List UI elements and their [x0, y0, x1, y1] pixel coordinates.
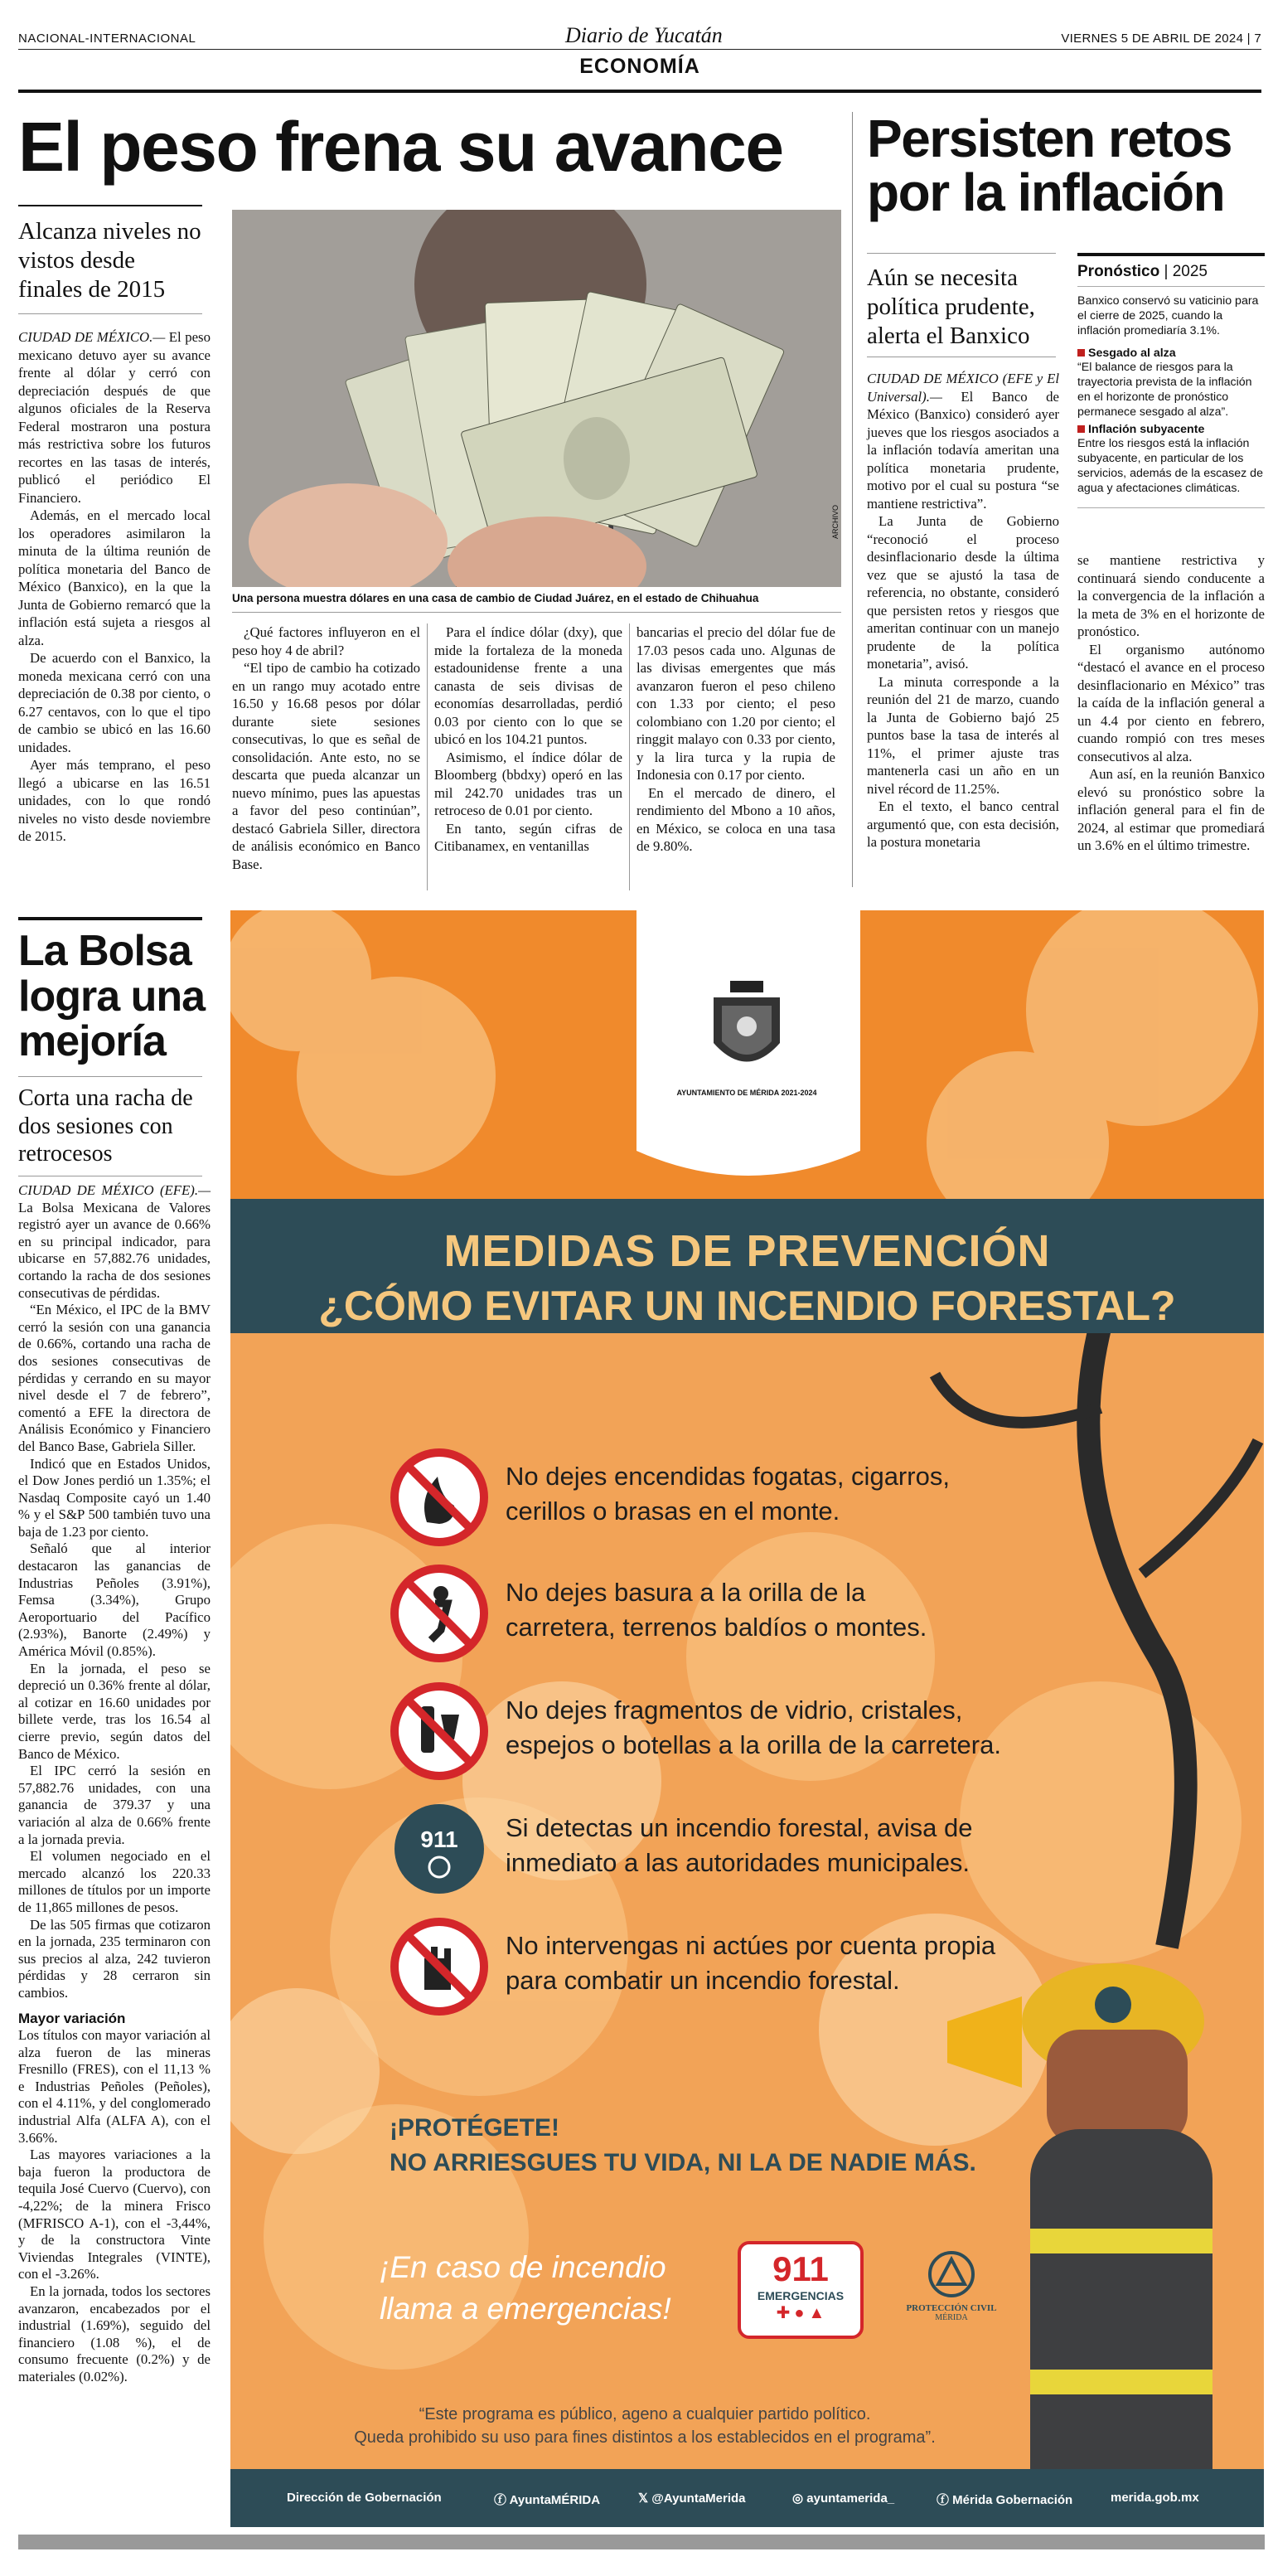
fire-prevention-ad: [230, 910, 1264, 2527]
dateline: CIUDAD DE MÉXICO.—: [18, 329, 166, 345]
article2-col2: [1077, 551, 1265, 855]
newspaper-logo: Diario de Yucatán: [565, 23, 723, 47]
svg-text:911: 911: [420, 1826, 458, 1852]
paragraph: El organismo autónomo “destacó el avance en el proceso desinflacionario en México” tras la caída de la inflación general a un 4.4 por ciento en febrero, cuando rompió con tres meses consecutivos al alza.: [1077, 641, 1265, 764]
dollars-photo: [232, 210, 841, 587]
paragraph: Los títulos con mayor variación al alza fueron de las mineras Fresnillo (FRES), con el 11,13 % e Industrias Peñoles (Peñoles), con el 4.11%, y del conglomerado industrial Alfa (ALFA A), con el 3.66%.: [18, 2027, 211, 2146]
footer-website: merida.gob.mx: [1111, 2491, 1199, 2505]
paragraph: En la jornada, todos los sectores avanzaron, encabezados por el industrial (1.69%), seguido del financiero (1.08 %), el de consumo frecuente (0.2%) y de materiales (0.02%).: [18, 2283, 211, 2384]
divider: [867, 253, 1056, 254]
footer-dept: Dirección de Gobernación: [287, 2491, 442, 2505]
item-text: No intervengas ni actúes por cuenta propia para combatir un incendio forestal.: [506, 1931, 996, 1995]
footer-facebook2: ⓕ Mérida Gobernación: [937, 2493, 1073, 2507]
no-litter-icon: [390, 1564, 489, 1663]
column-divider: [852, 112, 853, 887]
article1-col3: [434, 623, 622, 856]
divider: [629, 623, 630, 890]
paragraph: Para el índice dólar (dxy), que mide la fortaleza de la moneda estadounidense frente a una canasta de seis divisas de economías desarrolladas, perdió 0.03 por ciento con lo que se ubicó en los 104.21 puntos.: [434, 624, 622, 747]
paragraph: El Banco de México (Banxico) consideró ayer jueves que los riesgos asociados a la inflación todavía ameritan una política monetaria prudente, motivo por el cual su postura “se mantiene restrictiva”.: [867, 388, 1059, 512]
ad-title2: ¿CÓMO EVITAR UN INCENDIO FORESTAL?: [318, 1283, 1176, 1329]
article2-subhead: Aún se necesita política prudente, alerta el Banxico: [867, 264, 1035, 349]
paragraph: Indicó que en Estados Unidos, el Dow Jones perdió un 1.35%; el Nasdaq Composite cayó un 1.40 % y el S&P 500 también tuvo una baja de 1.23 por ciento.: [18, 1455, 211, 1540]
coat-of-arms-icon: [701, 977, 792, 1084]
article2-headline: Persisten retos por la inflación: [867, 109, 1232, 223]
paragraph: En el mercado de dinero, el rendimiento del Mbono a 10 años, en México, se coloca en una tasa de 9.80%.: [636, 784, 835, 854]
paragraph: Además, en el mercado local los operadores asimilaron la minuta de la última reunión de política monetaria del Banco de México (Banxico), en la que la Junta de Gobierno remarcó que la inflación está sujeta a riesgos al alza.: [18, 507, 211, 648]
paragraph: De las 505 firmas que cotizaron en la jornada, 235 terminaron con sus precios al alza, 242 tuvieron pérdidas y 28 cerraron sin cambios.: [18, 1916, 211, 2001]
paragraph: El peso mexicano detuvo ayer su avance frente al dólar y cerró con depreciación después de que algunos oficiales de la Reserva Federal mostraron una postura más restrictiva sobre los futuros recortes en las tasas de interés, publicó el periódico El Financiero.: [18, 329, 211, 506]
paragraph: En el texto, el banco central argumentó que, con esta decisión, la postura monetaria: [867, 798, 1059, 850]
city-logo: [668, 977, 825, 1126]
forecast-text: “El balance de riesgos para la trayectoria prevista de la inflación en el horizonte de pronóstico permanece sesgado al alza”.: [1077, 361, 1252, 419]
paragraph: Aun así, en la reunión Banxico elevó su pronóstico sobre la inflación general para el fin de 2024, al estimar que promediará un 3.6% en el último trimestre.: [1077, 766, 1265, 853]
paragraph: bancarias el precio del dólar fue de 17.03 pesos cada uno. Algunas de las divisas emergentes que más avanzaron fueron el peso chileno con 1.33 por ciento; el peso colombiano con 1.20 por ciento; el ringgit malayo con 0.33 por ciento, y la lira turca y la rupia de Indonesia con 0.17 por ciento.: [636, 624, 835, 783]
divider: [18, 917, 202, 920]
911-emergency-badge: [738, 2241, 864, 2339]
photo-credit: ARCHIVO: [831, 504, 840, 539]
paragraph: La Junta de Gobierno “reconoció el proceso desinflacionario desde la última vez que se ajustó la tasa de referencia, no obstante, consideró que persisten retos y riesgos que ameritan continuar con un manejo prudente de la política monetaria”, avisó.: [867, 513, 1059, 672]
divider: [1077, 286, 1265, 287]
logo-text: AYUNTAMIENTO DE MÉRIDA 2021-2024: [676, 1089, 817, 1097]
section-title: ECONOMÍA: [579, 55, 700, 78]
divider: [232, 612, 841, 613]
forecast-heading: Sesgado al alza: [1077, 347, 1265, 360]
article3-headline: La Bolsa logra una mejoría: [18, 927, 206, 1066]
footer-facebook: ⓕ AyuntaMÉRIDA: [494, 2493, 601, 2507]
paragraph: En la jornada, el peso se depreció un 0.36% frente al dólar, al cotizar en 16.60 unidades por billete verde, tras los 16.54 al cierre previo, según datos del Banco de México.: [18, 1660, 211, 1762]
divider: [427, 623, 428, 890]
article1-col2: [232, 623, 420, 873]
paragraph: El IPC cerró la sesión en 57,882.76 unidades, con una ganancia de 379.37 y una variación al alza de 0.66% frente a la jornada previa.: [18, 1763, 211, 1847]
paragraph: De acuerdo con el Banxico, la moneda mexicana cerró con una depreciación de 0.38 por ciento, o 6.27 centavos, con lo que el tipo de cambio se ubicó en las 16.60 unidades.: [18, 650, 211, 755]
badge-number: 911: [772, 2249, 829, 2288]
footer-x: 𝕏 @AyuntaMerida: [638, 2491, 746, 2506]
forecast-title: Pronóstico | 2025: [1077, 263, 1208, 280]
paragraph: Ayer más temprano, el peso llegó a ubicarse en las 16.51 unidades, con lo que rondó niveles no visto desde noviembre de 2015.: [18, 757, 211, 844]
paragraph: “El tipo de cambio ha cotizado en un rango muy acotado entre 16.50 y 16.68 pesos por dólar durante siete sesiones consecutivas, lo que es señal de consolidación. Ante esto, no se descarta que pueda alcanzar un nuevo mínimo, pues las apuestas a favor del peso continúan”, destacó Gabriela Siller, directora de análisis económico en Banco Base.: [232, 660, 420, 872]
paragraph: En tanto, según cifras de Citibanamex, en ventanillas: [434, 820, 622, 854]
divider: [1077, 507, 1265, 508]
dateline: CIUDAD DE MÉXICO (EFE).—: [18, 1182, 211, 1198]
no-hand-icon: [390, 1917, 489, 2016]
protect-message: ¡PROTÉGETE! NO ARRIESGUES TU VIDA, NI LA DE NADIE MÁS.: [390, 2114, 976, 2176]
article2-col1: [867, 370, 1059, 851]
paragraph: “En México, el IPC de la BMV cerró la sesión con una ganancia de 0.66%, cortando una racha de dos sesiones consecutivas de pérdidas y cerrando en su mayor nivel desde el 7 de febrero”, comentó a EFE la directora de Análisis Económico y Financiero del Banco Base, Gabriela Siller.: [18, 1302, 211, 1454]
divider: [18, 49, 1261, 50]
badge-label: EMERGENCIAS: [757, 2289, 845, 2302]
divider: [18, 313, 202, 314]
paragraph: Señaló que al interior destacaron las ganancias de Industrias Peñoles (3.91%), Femsa (3.34%), Grupo Aeroportuario del Pacífico (2.93%), Banorte (2.49%) y América Móvil (0.85%).: [18, 1540, 211, 1660]
article1-headline: El peso frena su avance: [18, 108, 783, 186]
red-square-icon: [1077, 349, 1085, 357]
911-icon: [390, 1799, 489, 1899]
divider: [1077, 253, 1265, 256]
forecast-heading: Inflación subyacente: [1077, 423, 1265, 436]
item-text: No dejes encendidas fogatas, cigarros, cerillos o brasas en el monte.: [506, 1462, 950, 1526]
no-glass-icon: [390, 1681, 489, 1781]
item-text: No dejes fragmentos de vidrio, cristales, espejos o botellas a la orilla de la carretera.: [506, 1696, 1001, 1759]
paragraph: Asimismo, el índice dólar de Bloomberg (bbdxy) operó en las mil 242.70 unidades tras un retroceso de 0.01 por ciento.: [434, 749, 622, 818]
emergency-message: ¡En caso de incendio llama a emergencias!: [380, 2250, 671, 2326]
forecast-text: Entre los riesgos está la inflación subyacente, en particular de los servicios, además de la escasez de agua y afectaciones climáticas.: [1077, 437, 1263, 495]
issue-date: VIERNES 5 DE ABRIL DE 2024 | 7: [1061, 32, 1261, 46]
paragraph: se mantiene restrictiva y continuará siendo conducente a la convergencia de la inflación a la meta de 3% en el horizonte de pronóstico.: [1077, 552, 1265, 639]
article1-col1: [18, 328, 211, 846]
section-label: NACIONAL-INTERNACIONAL: [18, 32, 196, 46]
paragraph: ¿Qué factores influyeron en el peso hoy 4 de abril?: [232, 624, 420, 658]
paragraph: La minuta corresponde a la reunión del 21 de marzo, cuando la Junta de Gobierno bajó 25 puntos base la tasa de interés al 11%, el primer ajuste tras mantenerla casi un año en un nivel récord de 11.25%.: [867, 673, 1059, 797]
paragraph: La Bolsa Mexicana de Valores registró ayer un avance de 0.66% en su principal indicador, para ubicarse en 57,882.76 unidades, cortando la racha de dos sesiones consecutivas de pérdidas.: [18, 1199, 211, 1301]
ad-footer: [230, 2484, 1264, 2517]
subsection-heading: Mayor variación: [18, 2010, 126, 2026]
paragraph: El volumen negociado en el mercado alcanzó los 220.33 millones de títulos por un importe de 11,865 millones de pesos.: [18, 1848, 211, 1915]
article1-subhead: Alcanza niveles no vistos desde finales de 2015: [18, 218, 201, 303]
article3-subhead: Corta una racha de dos sesiones con retrocesos: [18, 1085, 193, 1167]
civil-protection-icon: [927, 2249, 976, 2299]
forecast-intro: Banxico conservó su vaticinio para el cierre de 2025, cuando la inflación promediaría 3.1%.: [1077, 294, 1259, 337]
dateline: CIUDAD DE MÉXICO (EFE y El Universal).—: [867, 371, 1059, 405]
divider: [18, 1076, 202, 1077]
divider: [18, 90, 1261, 93]
forecast-box: [1077, 253, 1265, 515]
page-footer-bar: [18, 2535, 1265, 2549]
photo-caption: Una persona muestra dólares en una casa de cambio de Ciudad Juárez, en el estado de Chihuahua: [232, 592, 759, 604]
ad-title1: MEDIDAS DE PREVENCIÓN: [443, 1226, 1051, 1276]
divider: [18, 205, 202, 206]
article3-body: [18, 1182, 211, 2386]
item-text: No dejes basura a la orilla de la carretera, terrenos baldíos o montes.: [506, 1578, 927, 1642]
footer-instagram: ◎ ayuntamerida_: [792, 2491, 895, 2506]
item-text: Si detectas un incendio forestal, avisa de inmediato a las autoridades municipales.: [506, 1813, 973, 1877]
article1-col4: [636, 623, 835, 856]
emergency-icons: ✚ ● ▲: [776, 2304, 825, 2322]
paragraph: Las mayores variaciones a la baja fueron la productora de tequila José Cuervo (Cuervo), con -4,22%; de la minera Frisco (MFRISCO A-1), con el -3,44%, y de la constructora Vinte Viviendas Integrales (VINTE), con el -3.26%.: [18, 2147, 211, 2283]
red-square-icon: [1077, 425, 1085, 433]
masthead: [18, 23, 1261, 78]
legal-notice: “Este programa es público, ageno a cualquier partido político. Queda prohibido su uso para fines distintos a los establecidos en el programa”.: [354, 2405, 936, 2447]
civil-protection-logo: PROTECCIÓN CIVIL MÉRIDA: [893, 2249, 1009, 2322]
no-fire-icon: [390, 1448, 489, 1547]
